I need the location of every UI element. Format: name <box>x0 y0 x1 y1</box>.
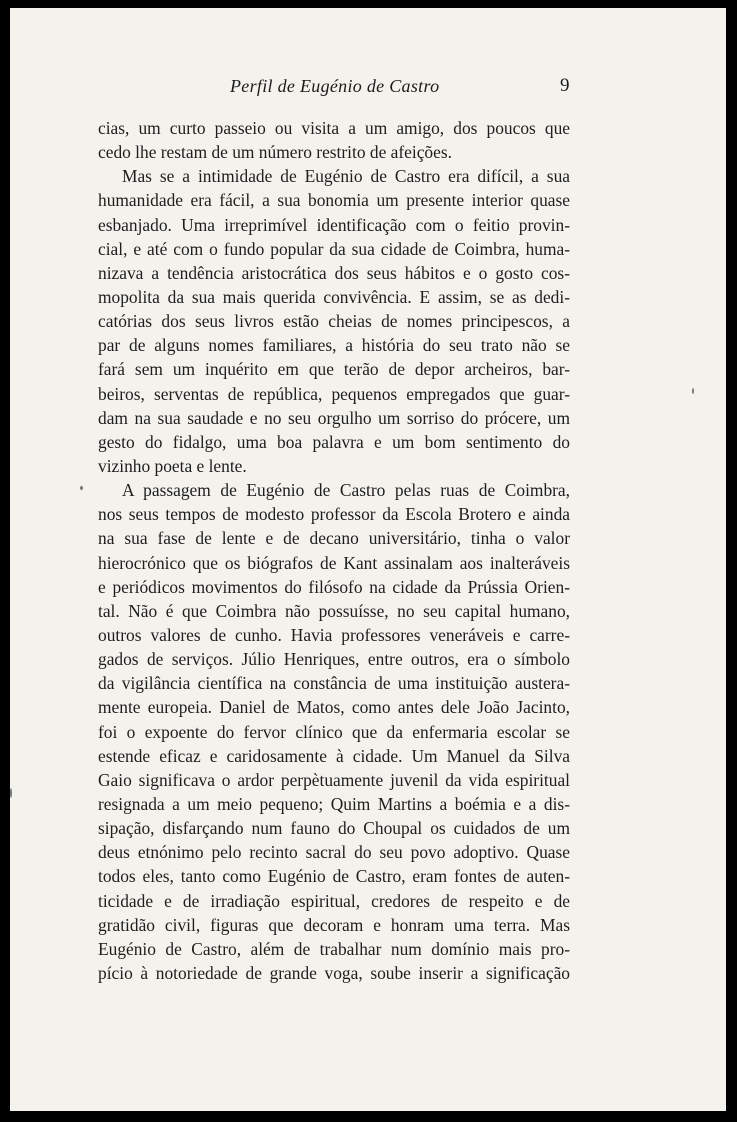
body-text <box>98 116 570 985</box>
page-number: 9 <box>560 75 570 96</box>
text-line: esbanjado. Uma irreprimível identificação com o feitio provin- <box>98 214 570 235</box>
text-line: da vigilância científica na constância de uma instituição austera- <box>98 673 570 694</box>
text-line: mopolita da sua mais querida convivência. E assim, se as dedi- <box>98 286 570 307</box>
text-line: na sua fase de lente e de decano universitário, tinha o valor <box>98 528 570 549</box>
scan-speck <box>692 388 694 394</box>
text-line: Gaio significava o ardor perpètuamente juvenil da vida espiritual <box>98 769 570 790</box>
scan-speck <box>10 788 12 798</box>
text-line: tal. Não é que Coimbra não possuísse, no seu capital humano, <box>98 600 570 621</box>
text-line: mente europeia. Daniel de Matos, como antes dele João Jacinto, <box>98 697 570 718</box>
text-line: sipação, disfarçando num fauno do Choupal os cuidados de um <box>98 818 570 839</box>
text-line: cedo lhe restam de um número restrito de afeições. <box>98 142 452 163</box>
book-page <box>10 8 726 1111</box>
text-line: humanidade era fácil, a sua bonomia um presente interior quase <box>98 190 570 211</box>
text-line: gados de serviços. Júlio Henriques, entre outros, era o símbolo <box>98 649 570 670</box>
text-line: estende eficaz e caridosamente à cidade. Um Manuel da Silva <box>98 745 570 766</box>
text-line: catórias dos seus livros estão cheias de nomes principescos, a <box>98 311 570 332</box>
text-line: hierocrónico que os biógrafos de Kant assinalam aos inalteráveis <box>98 552 570 573</box>
text-line: A passagem de Eugénio de Castro pelas ruas de Coimbra, <box>122 480 570 501</box>
running-title: Perfil de Eugénio de Castro <box>230 76 440 96</box>
scan-speck <box>80 486 83 490</box>
text-line: cias, um curto passeio ou visita a um amigo, dos poucos que <box>98 118 570 138</box>
text-line: beiros, serventas de república, pequenos empregados que guar- <box>98 383 570 404</box>
text-line: vizinho poeta e lente. <box>98 455 247 476</box>
paragraph <box>98 478 570 985</box>
text-line: outros valores de cunho. Havia professores veneráveis e carre- <box>98 624 570 645</box>
paragraph <box>98 164 570 478</box>
text-line: todos eles, tanto como Eugénio de Castro, eram fontes de auten- <box>98 866 570 887</box>
text-line: foi o expoente do fervor clínico que da enfermaria escolar se <box>98 721 570 742</box>
text-line: nos seus tempos de modesto professor da Escola Brotero e ainda <box>98 504 570 525</box>
text-line: e periódicos movimentos do filósofo na cidade da Prússia Orien- <box>98 576 570 597</box>
text-line: fará sem um inquérito em que terão de depor archeiros, bar- <box>98 359 570 380</box>
text-line: Mas se a intimidade de Eugénio de Castro era difícil, a sua <box>122 166 570 187</box>
text-line: Eugénio de Castro, além de trabalhar num domínio mais pro- <box>98 938 570 959</box>
text-line: pício à notoriedade de grande voga, soube inserir a significação <box>98 962 570 983</box>
text-line: par de alguns nomes familiares, a história do seu trato não se <box>98 335 570 356</box>
text-line: resignada a um meio pequeno; Quim Martins a boémia e a dis- <box>98 793 570 814</box>
page-header <box>10 76 726 106</box>
text-line: ticidade e de irradiação espiritual, credores de respeito e de <box>98 890 570 911</box>
text-line: cial, e até com o fundo popular da sua cidade de Coimbra, huma- <box>98 238 570 259</box>
text-line: nizava a tendência aristocrática dos seus hábitos e o gosto cos- <box>98 262 570 283</box>
text-line: gratidão civil, figuras que decoram e honram uma terra. Mas <box>98 914 570 935</box>
text-line: gesto do fidalgo, uma boa palavra e um bom sentimento do <box>98 431 570 452</box>
text-line: dam na sua saudade e no seu orgulho um sorriso do prócere, um <box>98 407 570 428</box>
paragraph <box>98 116 570 164</box>
text-line: deus etnónimo pelo recinto sacral do seu povo adoptivo. Quase <box>98 842 570 863</box>
